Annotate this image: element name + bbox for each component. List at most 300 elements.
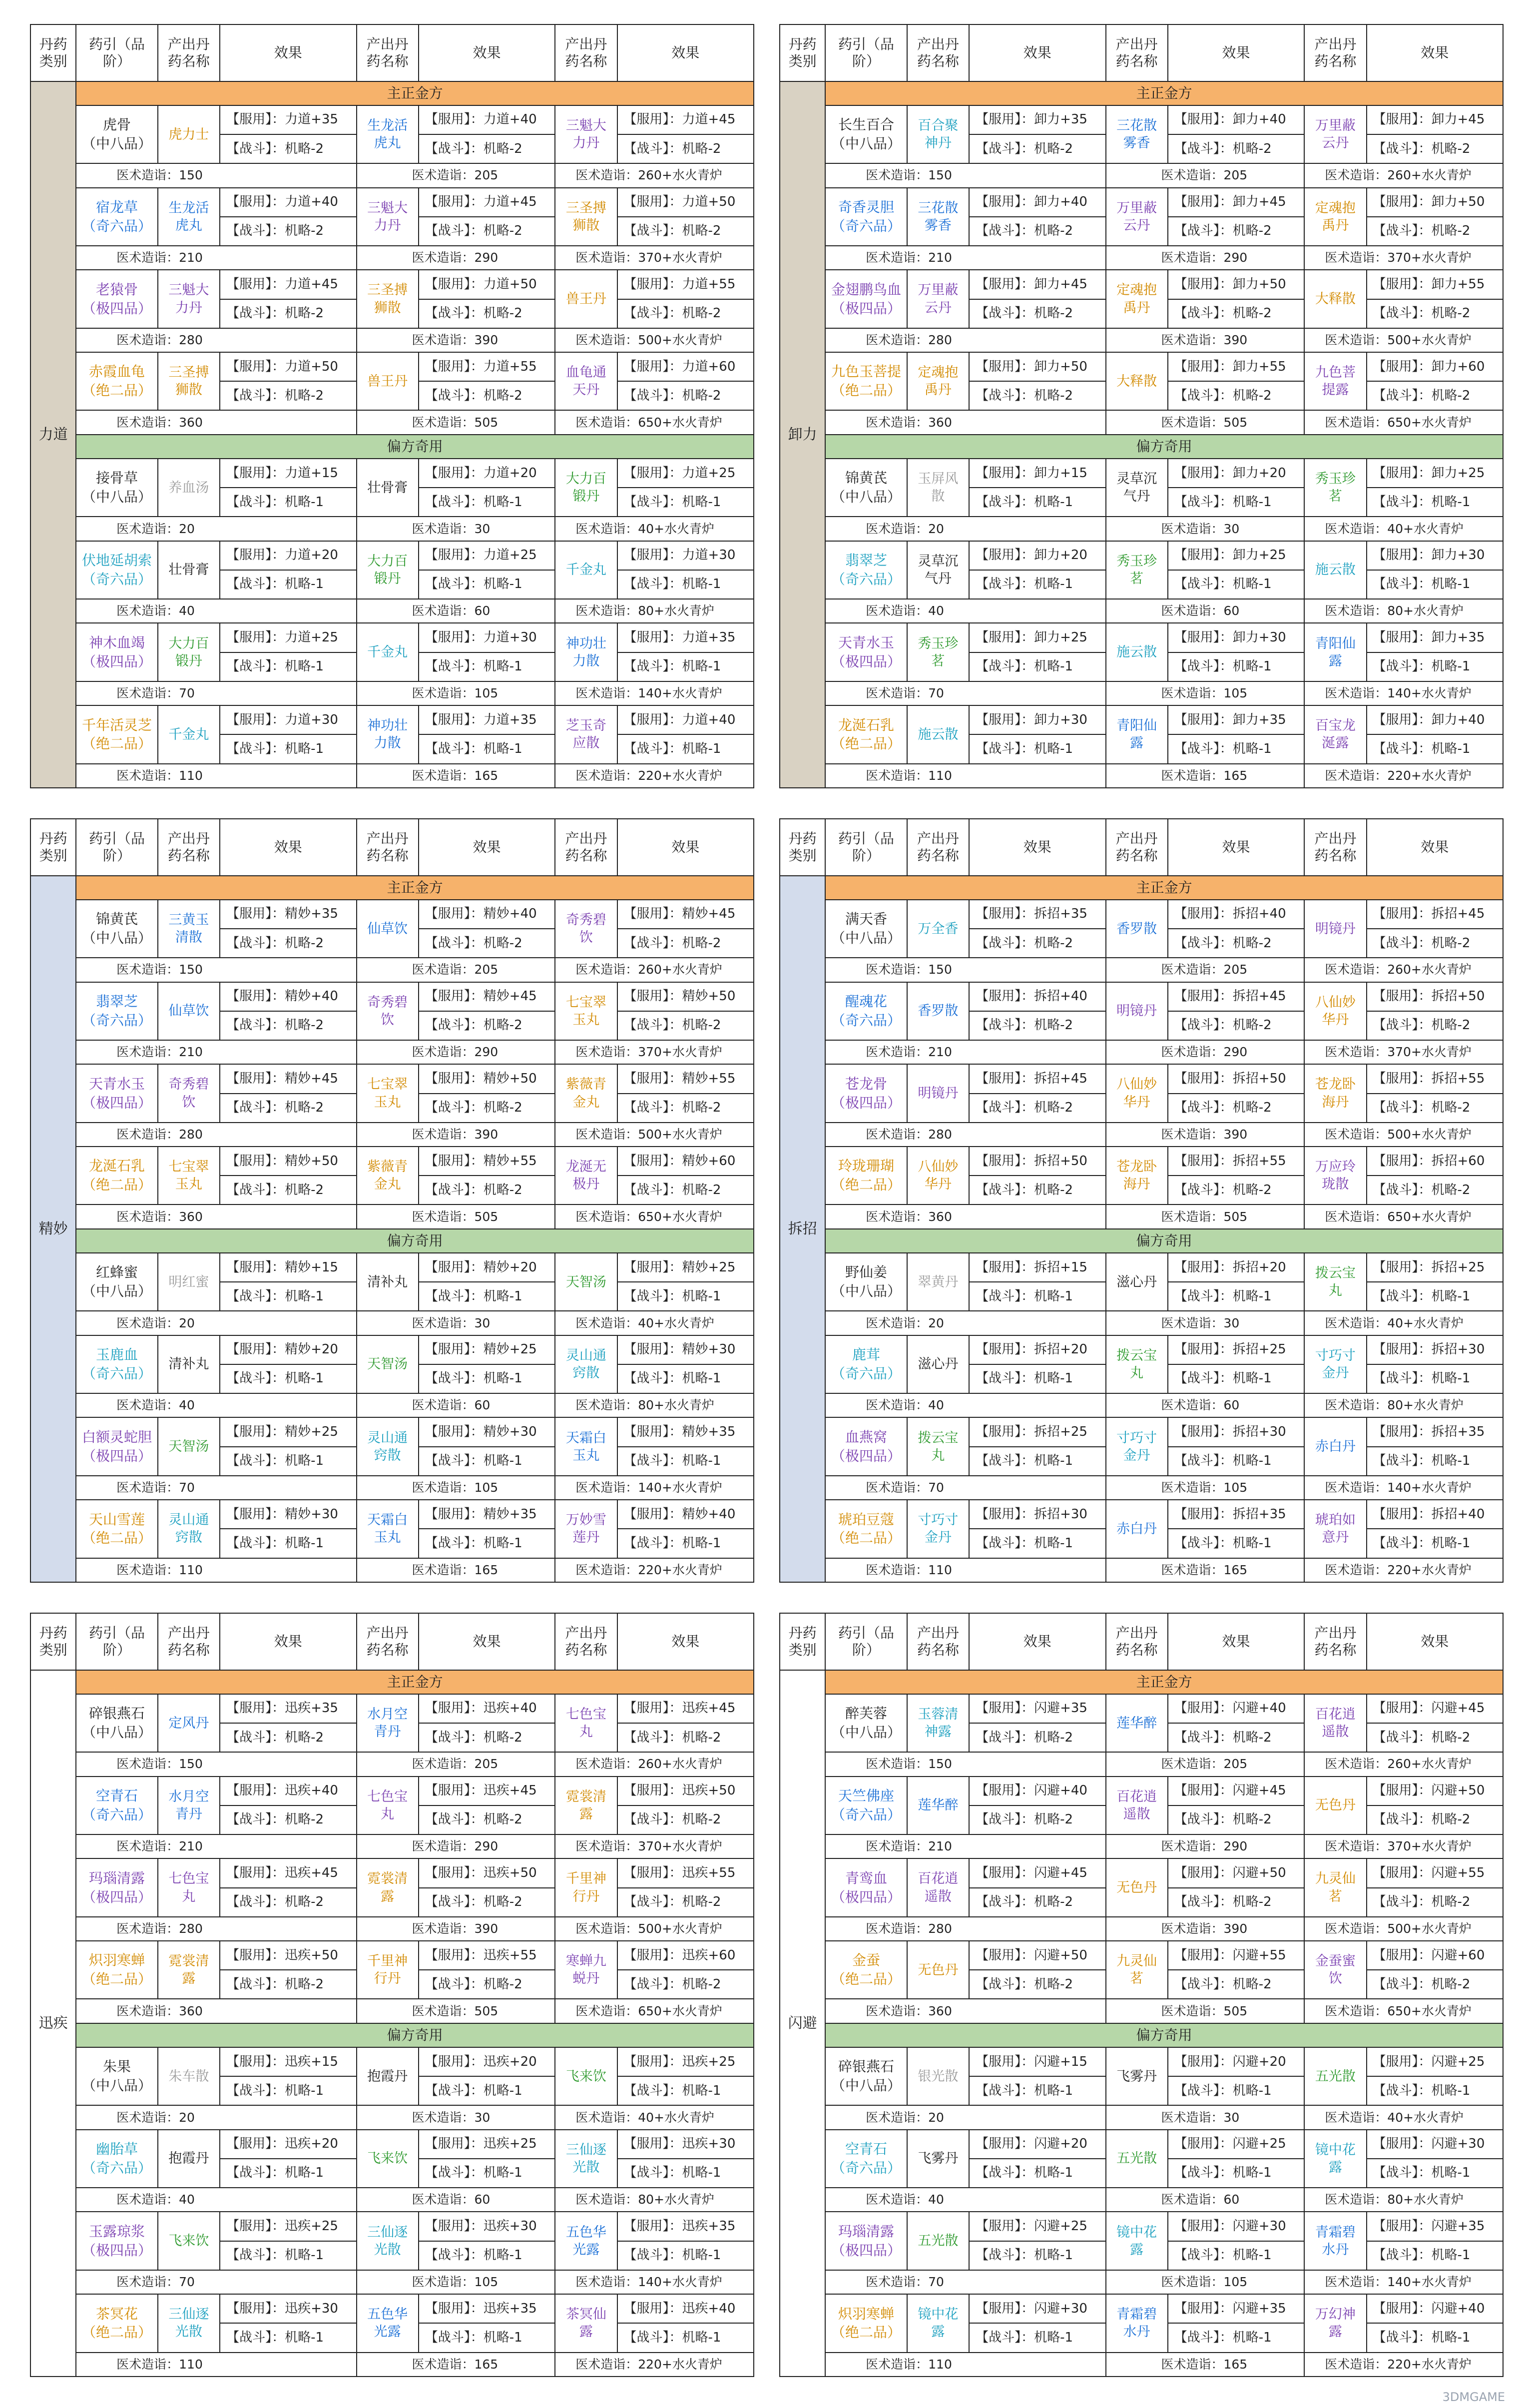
effect-use: 【服用】：卸力+50	[1367, 188, 1504, 217]
effect-use: 【服用】：精妙+20	[220, 1335, 356, 1364]
cost-row	[30, 2105, 754, 2129]
effect-use: 【服用】：拆招+45	[969, 1064, 1105, 1093]
effect-battle: 【战斗】：机略-2	[969, 1011, 1105, 1040]
cost-row	[780, 2188, 1503, 2212]
effect-use: 【服用】：精妙+45	[419, 982, 555, 1011]
pill-name: 仙草饮	[357, 900, 419, 958]
section-row	[30, 81, 754, 105]
pill-name: 生龙活 虎丸	[158, 188, 220, 246]
effect-use: 【服用】：迅疾+30	[617, 2130, 754, 2159]
cost-cell: 医术造诣：360	[825, 1999, 1105, 2023]
pill-name: 秀玉珍 茗	[907, 623, 969, 681]
effect-battle: 【战斗】：机略-2	[419, 217, 555, 246]
cost-cell: 医术造诣：20	[76, 517, 356, 541]
cost-cell: 医术造诣：650+水火青炉	[555, 1204, 754, 1228]
ingredient-cell: 鹿茸 （奇六品）	[825, 1335, 907, 1393]
cost-cell: 医术造诣：70	[825, 681, 1105, 705]
pill-name: 九灵仙 茗	[1304, 1858, 1366, 1916]
cost-cell: 医术造诣：110	[825, 2353, 1105, 2377]
pill-name: 百花逍 遥散	[907, 1858, 969, 1916]
effect-battle: 【战斗】：机略-2	[1168, 299, 1304, 328]
header-effect: 效果	[220, 1613, 356, 1670]
ingredient-cell: 青鸾血 （极四品）	[825, 1858, 907, 1916]
pill-name: 霓裳清 露	[357, 1858, 419, 1916]
effect-battle: 【战斗】：机略-2	[419, 381, 555, 410]
effect-use: 【服用】：卸力+50	[1168, 270, 1304, 299]
effect-use: 【服用】：拆招+50	[1367, 982, 1504, 1011]
pill-name: 生龙活 虎丸	[357, 105, 419, 163]
header-pill: 产出丹 药名称	[555, 819, 617, 876]
ingredient-cell: 长生百合 （中八品）	[825, 105, 907, 163]
ingredient-cell: 天竺佛座 （奇六品）	[825, 1777, 907, 1834]
section-row	[780, 1229, 1503, 1253]
cost-cell: 医术造诣：220+水火青炉	[555, 2353, 754, 2377]
cost-row	[30, 2353, 754, 2377]
section-title: 主正金方	[76, 1670, 754, 1694]
effect-use: 【服用】：拆招+30	[969, 1500, 1105, 1529]
effect-use: 【服用】：闪避+20	[969, 2130, 1105, 2159]
effect-battle: 【战斗】：机略-1	[1367, 652, 1504, 681]
effect-battle: 【战斗】：机略-2	[220, 1888, 356, 1917]
recipe-row	[780, 1335, 1503, 1364]
effect-battle: 【战斗】：机略-1	[1367, 2076, 1504, 2105]
effect-use: 【服用】：力道+20	[220, 541, 356, 570]
pill-name: 天智汤	[555, 1253, 617, 1311]
effect-battle: 【战斗】：机略-2	[969, 1888, 1105, 1917]
recipe-row	[30, 2130, 754, 2159]
section-title: 主正金方	[825, 876, 1503, 900]
cost-cell: 医术造诣：165	[1106, 2353, 1305, 2377]
pill-name: 香罗散	[1106, 900, 1168, 958]
pill-name: 灵草沉 气丹	[1106, 459, 1168, 517]
header-row	[30, 1613, 754, 1670]
effect-use: 【服用】：拆招+50	[969, 1147, 1105, 1176]
pill-name: 三魁大 力丹	[357, 188, 419, 246]
pill-name: 莲华醉	[1106, 1694, 1168, 1752]
effect-battle: 【战斗】：机略-2	[1168, 381, 1304, 410]
cost-cell: 医术造诣：20	[76, 2105, 356, 2129]
pill-name: 明镜丹	[1304, 900, 1366, 958]
cost-cell: 医术造诣：30	[1106, 517, 1305, 541]
effect-use: 【服用】：闪避+35	[1367, 2212, 1504, 2241]
pill-name: 寒蝉九 蜕丹	[555, 1941, 617, 1999]
effect-battle: 【战斗】：机略-1	[419, 2323, 555, 2352]
pill-name: 百合聚 神丹	[907, 105, 969, 163]
cost-cell: 医术造诣：105	[1106, 681, 1305, 705]
effect-battle: 【战斗】：机略-1	[1367, 1364, 1504, 1393]
cost-cell: 医术造诣：500+水火青炉	[1304, 1123, 1503, 1147]
cost-cell: 医术造诣：360	[825, 1204, 1105, 1228]
cost-cell: 医术造诣：20	[825, 517, 1105, 541]
effect-battle: 【战斗】：机略-1	[1367, 570, 1504, 599]
header-ingredient: 药引（品 阶）	[76, 24, 158, 81]
pill-name: 镜中花 露	[907, 2294, 969, 2352]
effect-use: 【服用】：闪避+60	[1367, 1941, 1504, 1970]
cost-cell: 医术造诣：390	[1106, 1123, 1305, 1147]
cost-cell: 医术造诣：105	[357, 681, 555, 705]
effect-use: 【服用】：精妙+20	[419, 1253, 555, 1282]
effect-battle: 【战斗】：机略-1	[220, 2159, 356, 2188]
pill-name: 清补丸	[357, 1253, 419, 1311]
cost-cell: 医术造诣：360	[76, 1999, 356, 2023]
cost-cell: 医术造诣：165	[1106, 1558, 1305, 1582]
recipe-row	[30, 1500, 754, 1529]
ingredient-cell: 茶冥花 （绝二品）	[76, 2294, 158, 2352]
header-effect: 效果	[419, 819, 555, 876]
effect-battle: 【战斗】：机略-2	[1168, 134, 1304, 163]
cost-cell: 医术造诣：205	[1106, 958, 1305, 982]
header-category: 丹药 类别	[780, 24, 825, 81]
pill-name: 紫薇青 金丸	[357, 1147, 419, 1204]
pill-name: 寸巧寸 金丹	[1304, 1335, 1366, 1393]
pill-name: 七宝翠 玉丸	[158, 1147, 220, 1204]
header-effect: 效果	[969, 24, 1105, 81]
effect-battle: 【战斗】：机略-1	[617, 652, 754, 681]
effect-battle: 【战斗】：机略-1	[419, 734, 555, 763]
effect-battle: 【战斗】：机略-1	[617, 2323, 754, 2352]
effect-battle: 【战斗】：机略-1	[1367, 1447, 1504, 1476]
pill-name: 秀玉珍 茗	[1304, 459, 1366, 517]
effect-battle: 【战斗】：机略-2	[617, 1970, 754, 1999]
cost-cell: 医术造诣：370+水火青炉	[1304, 1040, 1503, 1064]
cost-row	[30, 1752, 754, 1776]
cost-row	[780, 1040, 1503, 1064]
recipe-row	[780, 105, 1503, 134]
effect-battle: 【战斗】：机略-2	[1168, 1011, 1304, 1040]
pill-name: 龙涎无 极丹	[555, 1147, 617, 1204]
effect-battle: 【战斗】：机略-1	[1168, 2241, 1304, 2270]
cost-cell: 医术造诣：140+水火青炉	[555, 2270, 754, 2294]
cost-cell: 医术造诣：260+水火青炉	[1304, 958, 1503, 982]
pill-name: 青霜碧 水丹	[1106, 2294, 1168, 2352]
section-title: 主正金方	[825, 81, 1503, 105]
pill-name: 水月空 青丹	[158, 1777, 220, 1834]
category-cell: 闪避	[780, 1670, 825, 2377]
cost-cell: 医术造诣：70	[825, 1476, 1105, 1500]
recipe-table-精妙	[30, 818, 754, 1583]
ingredient-cell: 神木血竭 （极四品）	[76, 623, 158, 681]
cost-cell: 医术造诣：205	[1106, 163, 1305, 187]
ingredient-cell: 金翅鹏鸟血 （极四品）	[825, 270, 907, 328]
effect-battle: 【战斗】：机略-2	[419, 134, 555, 163]
effect-use: 【服用】：闪避+55	[1367, 1858, 1504, 1887]
pill-name: 定风丹	[158, 1694, 220, 1752]
cost-cell: 医术造诣：105	[357, 1476, 555, 1500]
cost-cell: 医术造诣：280	[76, 328, 356, 352]
header-pill: 产出丹 药名称	[158, 819, 220, 876]
header-pill: 产出丹 药名称	[907, 24, 969, 81]
category-cell: 力道	[30, 81, 76, 788]
effect-battle: 【战斗】：机略-2	[1367, 217, 1504, 246]
pill-name: 三仙逐 光散	[357, 2212, 419, 2270]
effect-battle: 【战斗】：机略-1	[1367, 488, 1504, 517]
effect-battle: 【战斗】：机略-2	[419, 1723, 555, 1752]
cost-cell: 医术造诣：210	[825, 1040, 1105, 1064]
effect-use: 【服用】：力道+55	[419, 352, 555, 381]
pill-name: 翠黄丹	[907, 1253, 969, 1311]
cost-cell: 医术造诣：40	[825, 599, 1105, 623]
pill-name: 神功壮 力散	[555, 623, 617, 681]
cost-cell: 医术造诣：210	[76, 1040, 356, 1064]
cost-cell: 医术造诣：140+水火青炉	[555, 681, 754, 705]
effect-use: 【服用】：迅疾+40	[617, 2294, 754, 2323]
effect-use: 【服用】：拆招+45	[1367, 900, 1504, 929]
pill-name: 千金丸	[158, 705, 220, 763]
effect-use: 【服用】：精妙+35	[617, 1417, 754, 1446]
pill-name: 飞来饮	[357, 2130, 419, 2188]
recipe-row	[780, 188, 1503, 217]
effect-use: 【服用】：卸力+40	[1367, 705, 1504, 734]
cost-row	[780, 328, 1503, 352]
cost-cell: 医术造诣：650+水火青炉	[1304, 1204, 1503, 1228]
effect-battle: 【战斗】：机略-1	[617, 570, 754, 599]
cost-cell: 医术造诣：500+水火青炉	[555, 328, 754, 352]
cost-cell: 医术造诣：40+水火青炉	[1304, 1311, 1503, 1335]
recipe-row	[780, 1064, 1503, 1093]
pill-name: 百花逍 遥散	[1106, 1777, 1168, 1834]
ingredient-cell: 翡翠芝 （奇六品）	[76, 982, 158, 1040]
pill-name: 万妙雪 莲丹	[555, 1500, 617, 1558]
cost-row	[780, 1123, 1503, 1147]
cost-cell: 医术造诣：360	[76, 410, 356, 434]
effect-use: 【服用】：迅疾+60	[617, 1941, 754, 1970]
header-category: 丹药 类别	[780, 819, 825, 876]
header-row	[30, 819, 754, 876]
effect-battle: 【战斗】：机略-1	[969, 2241, 1105, 2270]
effect-use: 【服用】：精妙+50	[617, 982, 754, 1011]
cost-cell: 医术造诣：80+水火青炉	[555, 2188, 754, 2212]
header-effect: 效果	[419, 1613, 555, 1670]
pill-name: 万里蔽 云丹	[907, 270, 969, 328]
cost-row	[30, 1917, 754, 1941]
effect-use: 【服用】：迅疾+40	[419, 1694, 555, 1723]
effect-use: 【服用】：精妙+35	[220, 900, 356, 929]
cost-cell: 医术造诣：105	[1106, 1476, 1305, 1500]
effect-use: 【服用】：闪避+35	[1168, 2294, 1304, 2323]
pill-name: 三花散 雾香	[907, 188, 969, 246]
effect-use: 【服用】：迅疾+25	[617, 2047, 754, 2076]
effect-battle: 【战斗】：机略-1	[419, 570, 555, 599]
recipe-row	[780, 352, 1503, 381]
effect-use: 【服用】：拆招+15	[969, 1253, 1105, 1282]
effect-use: 【服用】：精妙+40	[617, 1500, 754, 1529]
pill-name: 香罗散	[907, 982, 969, 1040]
pill-name: 三魁大 力丹	[555, 105, 617, 163]
cost-row	[30, 328, 754, 352]
effect-use: 【服用】：迅疾+50	[220, 1941, 356, 1970]
effect-battle: 【战斗】：机略-1	[220, 488, 356, 517]
effect-battle: 【战斗】：机略-2	[1367, 1888, 1504, 1917]
cost-cell: 医术造诣：40	[76, 599, 356, 623]
effect-battle: 【战斗】：机略-1	[617, 2241, 754, 2270]
cost-cell: 医术造诣：105	[357, 2270, 555, 2294]
section-row	[30, 1229, 754, 1253]
effect-use: 【服用】：精妙+30	[419, 1417, 555, 1446]
effect-use: 【服用】：拆招+20	[969, 1335, 1105, 1364]
cost-cell: 医术造诣：500+水火青炉	[555, 1917, 754, 1941]
ingredient-cell: 锦黄芪 （中八品）	[825, 459, 907, 517]
effect-use: 【服用】：精妙+40	[419, 900, 555, 929]
cost-cell: 医术造诣：40+水火青炉	[555, 1311, 754, 1335]
pill-name: 拨云宝 丸	[907, 1417, 969, 1475]
cost-cell: 医术造诣：60	[357, 599, 555, 623]
effect-battle: 【战斗】：机略-1	[1168, 2076, 1304, 2105]
effect-use: 【服用】：力道+30	[617, 541, 754, 570]
effect-use: 【服用】：闪避+15	[969, 2047, 1105, 2076]
effect-use: 【服用】：拆招+40	[1168, 900, 1304, 929]
ingredient-cell: 虎骨 （中八品）	[76, 105, 158, 163]
pill-name: 虎力士	[158, 105, 220, 163]
cost-cell: 医术造诣：205	[357, 1752, 555, 1776]
recipe-row	[30, 1417, 754, 1446]
cost-cell: 医术造诣：260+水火青炉	[1304, 1752, 1503, 1776]
cost-row	[780, 1917, 1503, 1941]
effect-battle: 【战斗】：机略-1	[969, 1447, 1105, 1476]
effect-use: 【服用】：力道+30	[220, 705, 356, 734]
effect-battle: 【战斗】：机略-1	[220, 570, 356, 599]
header-pill: 产出丹 药名称	[907, 1613, 969, 1670]
effect-battle: 【战斗】：机略-1	[419, 2076, 555, 2105]
pill-name: 天智汤	[158, 1417, 220, 1475]
effect-battle: 【战斗】：机略-2	[220, 929, 356, 958]
recipe-grid	[30, 24, 1504, 2377]
cost-cell: 医术造诣：220+水火青炉	[1304, 764, 1503, 788]
effect-battle: 【战斗】：机略-1	[419, 2241, 555, 2270]
cost-cell: 医术造诣：390	[357, 1123, 555, 1147]
effect-use: 【服用】：闪避+40	[969, 1777, 1105, 1806]
effect-battle: 【战斗】：机略-1	[969, 652, 1105, 681]
effect-battle: 【战斗】：机略-1	[220, 2323, 356, 2352]
effect-battle: 【战斗】：机略-2	[220, 1011, 356, 1040]
effect-use: 【服用】：力道+35	[617, 623, 754, 652]
cost-cell: 医术造诣：220+水火青炉	[555, 1558, 754, 1582]
pill-name: 大力百 锻丹	[158, 623, 220, 681]
pill-name: 朱车散	[158, 2047, 220, 2105]
section-row	[30, 2023, 754, 2047]
effect-battle: 【战斗】：机略-1	[969, 1282, 1105, 1311]
cost-row	[780, 2105, 1503, 2129]
cost-cell: 医术造诣：150	[825, 163, 1105, 187]
section-row	[780, 1670, 1503, 1694]
header-pill: 产出丹 药名称	[1304, 24, 1366, 81]
effect-use: 【服用】：拆招+55	[1168, 1147, 1304, 1176]
cost-row	[780, 410, 1503, 434]
effect-battle: 【战斗】：机略-2	[1367, 1094, 1504, 1123]
cost-cell: 医术造诣：80+水火青炉	[1304, 1393, 1503, 1417]
recipe-row	[780, 900, 1503, 929]
cost-cell: 医术造诣：40+水火青炉	[1304, 517, 1503, 541]
cost-cell: 医术造诣：110	[825, 764, 1105, 788]
pill-name: 万全香	[907, 900, 969, 958]
cost-cell: 医术造诣：165	[357, 764, 555, 788]
effect-use: 【服用】：精妙+25	[220, 1417, 356, 1446]
effect-use: 【服用】：拆招+25	[1367, 1253, 1504, 1282]
effect-use: 【服用】：闪避+50	[969, 1941, 1105, 1970]
effect-use: 【服用】：迅疾+25	[419, 2130, 555, 2159]
pill-name: 滋心丹	[907, 1335, 969, 1393]
ingredient-cell: 伏地延胡索 （奇六品）	[76, 541, 158, 599]
pill-name: 奇秀碧 饮	[357, 982, 419, 1040]
effect-battle: 【战斗】：机略-2	[969, 929, 1105, 958]
header-row	[780, 819, 1503, 876]
effect-battle: 【战斗】：机略-2	[419, 299, 555, 328]
effect-battle: 【战斗】：机略-2	[969, 1094, 1105, 1123]
cost-cell: 医术造诣：150	[825, 1752, 1105, 1776]
effect-use: 【服用】：拆招+30	[1367, 1335, 1504, 1364]
effect-battle: 【战斗】：机略-2	[969, 217, 1105, 246]
effect-battle: 【战斗】：机略-2	[1168, 1094, 1304, 1123]
recipe-row	[780, 1858, 1503, 1887]
recipe-table-闪避	[779, 1613, 1504, 2377]
effect-use: 【服用】：迅疾+35	[220, 1694, 356, 1723]
effect-battle: 【战斗】：机略-1	[969, 1364, 1105, 1393]
header-category: 丹药 类别	[30, 1613, 76, 1670]
cost-cell: 医术造诣：220+水火青炉	[1304, 1558, 1503, 1582]
pill-name: 壮骨膏	[158, 541, 220, 599]
effect-use: 【服用】：闪避+35	[969, 1694, 1105, 1723]
recipe-row	[780, 2212, 1503, 2241]
cost-cell: 医术造诣：140+水火青炉	[555, 1476, 754, 1500]
section-row	[780, 2023, 1503, 2047]
effect-use: 【服用】：拆招+60	[1367, 1147, 1504, 1176]
cost-row	[30, 517, 754, 541]
pill-name: 无色丹	[1304, 1777, 1366, 1834]
effect-use: 【服用】：精妙+50	[419, 1064, 555, 1093]
cost-row	[780, 1752, 1503, 1776]
pill-name: 百花逍 遥散	[1304, 1694, 1366, 1752]
pill-name: 施云散	[907, 705, 969, 763]
pill-name: 仙草饮	[158, 982, 220, 1040]
effect-use: 【服用】：力道+30	[419, 623, 555, 652]
pill-name: 滋心丹	[1106, 1253, 1168, 1311]
effect-battle: 【战斗】：机略-1	[617, 734, 754, 763]
effect-battle: 【战斗】：机略-1	[969, 1529, 1105, 1558]
ingredient-cell: 玉露琼浆 （极四品）	[76, 2212, 158, 2270]
effect-use: 【服用】：卸力+20	[969, 541, 1105, 570]
header-effect: 效果	[969, 1613, 1105, 1670]
pill-name: 霓裳清 露	[158, 1941, 220, 1999]
effect-battle: 【战斗】：机略-1	[220, 2241, 356, 2270]
effect-battle: 【战斗】：机略-2	[220, 1806, 356, 1834]
effect-battle: 【战斗】：机略-2	[1367, 1723, 1504, 1752]
effect-use: 【服用】：迅疾+35	[419, 2294, 555, 2323]
effect-use: 【服用】：卸力+40	[1168, 105, 1304, 134]
recipe-row	[30, 270, 754, 299]
section-title: 偏方奇用	[76, 2023, 754, 2047]
effect-battle: 【战斗】：机略-1	[617, 1529, 754, 1558]
effect-battle: 【战斗】：机略-2	[969, 1806, 1105, 1834]
pill-name: 明红蜜	[158, 1253, 220, 1311]
effect-battle: 【战斗】：机略-1	[1168, 488, 1304, 517]
cost-row	[30, 2188, 754, 2212]
effect-battle: 【战斗】：机略-1	[1367, 2323, 1504, 2352]
effect-battle: 【战斗】：机略-2	[617, 1176, 754, 1204]
pill-name: 飞来饮	[555, 2047, 617, 2105]
cost-cell: 医术造诣：110	[76, 2353, 356, 2377]
pill-name: 无色丹	[907, 1941, 969, 1999]
pill-name: 银光散	[907, 2047, 969, 2105]
pill-name: 兽王丹	[357, 352, 419, 410]
recipe-row	[780, 1941, 1503, 1970]
pill-name: 大力百 锻丹	[357, 541, 419, 599]
cost-cell: 医术造诣：150	[76, 1752, 356, 1776]
cost-cell: 医术造诣：110	[76, 1558, 356, 1582]
cost-row	[780, 1204, 1503, 1228]
pill-name: 七宝翠 玉丸	[357, 1064, 419, 1122]
recipe-table-迅疾	[30, 1613, 754, 2377]
effect-use: 【服用】：精妙+50	[220, 1147, 356, 1176]
pill-name: 寸巧寸 金丹	[907, 1500, 969, 1558]
